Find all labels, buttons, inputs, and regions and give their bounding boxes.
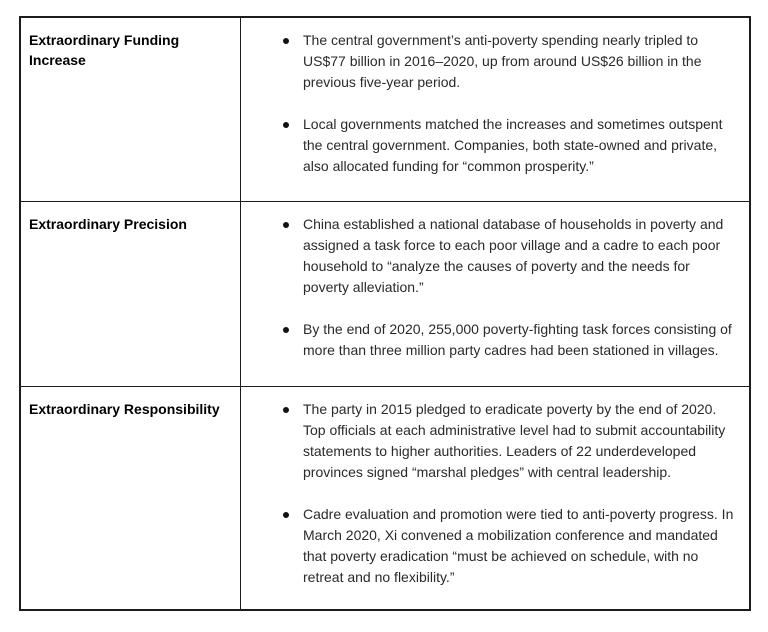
table-row-responsibility xyxy=(21,386,749,609)
list-item xyxy=(303,214,739,298)
bullet-text: Local governments matched the increases and sometimes outspent the central government. Companies, both state-owned and private, also allocated funding for “common prosperity.” xyxy=(303,116,723,174)
table-row-precision xyxy=(21,201,749,386)
header-cell xyxy=(21,387,241,609)
bullet-icon xyxy=(283,38,289,44)
header-cell xyxy=(21,202,241,386)
bullet-icon xyxy=(283,407,289,413)
row-header: Extraordinary Precision xyxy=(29,216,187,232)
bullet-list xyxy=(241,30,739,177)
content-cell xyxy=(241,18,749,201)
row-header: Extraordinary Funding Increase xyxy=(29,32,180,68)
bullet-icon xyxy=(283,222,289,228)
list-item xyxy=(303,399,739,483)
bullet-icon xyxy=(283,122,289,128)
list-item xyxy=(303,30,739,93)
bullet-icon xyxy=(283,327,289,333)
list-item xyxy=(303,319,739,361)
bullet-text: China established a national database of households in poverty and assigned a task force to each poor village and a cadre to each poor household to “analyze the causes of poverty and the needs for poverty alleviation.” xyxy=(303,216,724,295)
content-cell xyxy=(241,202,749,386)
bullet-list xyxy=(241,399,739,588)
list-item xyxy=(303,504,739,588)
bullet-text: The party in 2015 pledged to eradicate poverty by the end of 2020. Top officials at each administrative level had to submit accountability statements to higher authorities. Leaders of 22 underdeveloped provinces signed “marshal pledges” with central leadership. xyxy=(303,401,726,480)
content-cell xyxy=(241,387,749,609)
row-header: Extraordinary Responsibility xyxy=(29,401,220,417)
header-cell xyxy=(21,18,241,201)
poverty-policy-table xyxy=(19,16,751,611)
bullet-text: Cadre evaluation and promotion were tied to anti-poverty progress. In March 2020, Xi convened a mobilization conference and mandated that poverty eradication “must be achieved on schedule, with no retreat and no flexibility.” xyxy=(303,506,734,585)
table-row-funding-increase xyxy=(21,18,749,201)
bullet-list xyxy=(241,214,739,361)
bullet-icon xyxy=(283,512,289,518)
bullet-text: By the end of 2020, 255,000 poverty-fighting task forces consisting of more than three million party cadres had been stationed in villages. xyxy=(303,321,732,358)
list-item xyxy=(303,114,739,177)
bullet-text: The central government’s anti-poverty spending nearly tripled to US$77 billion in 2016–2020, up from around US$26 billion in the previous five-year period. xyxy=(303,32,702,90)
